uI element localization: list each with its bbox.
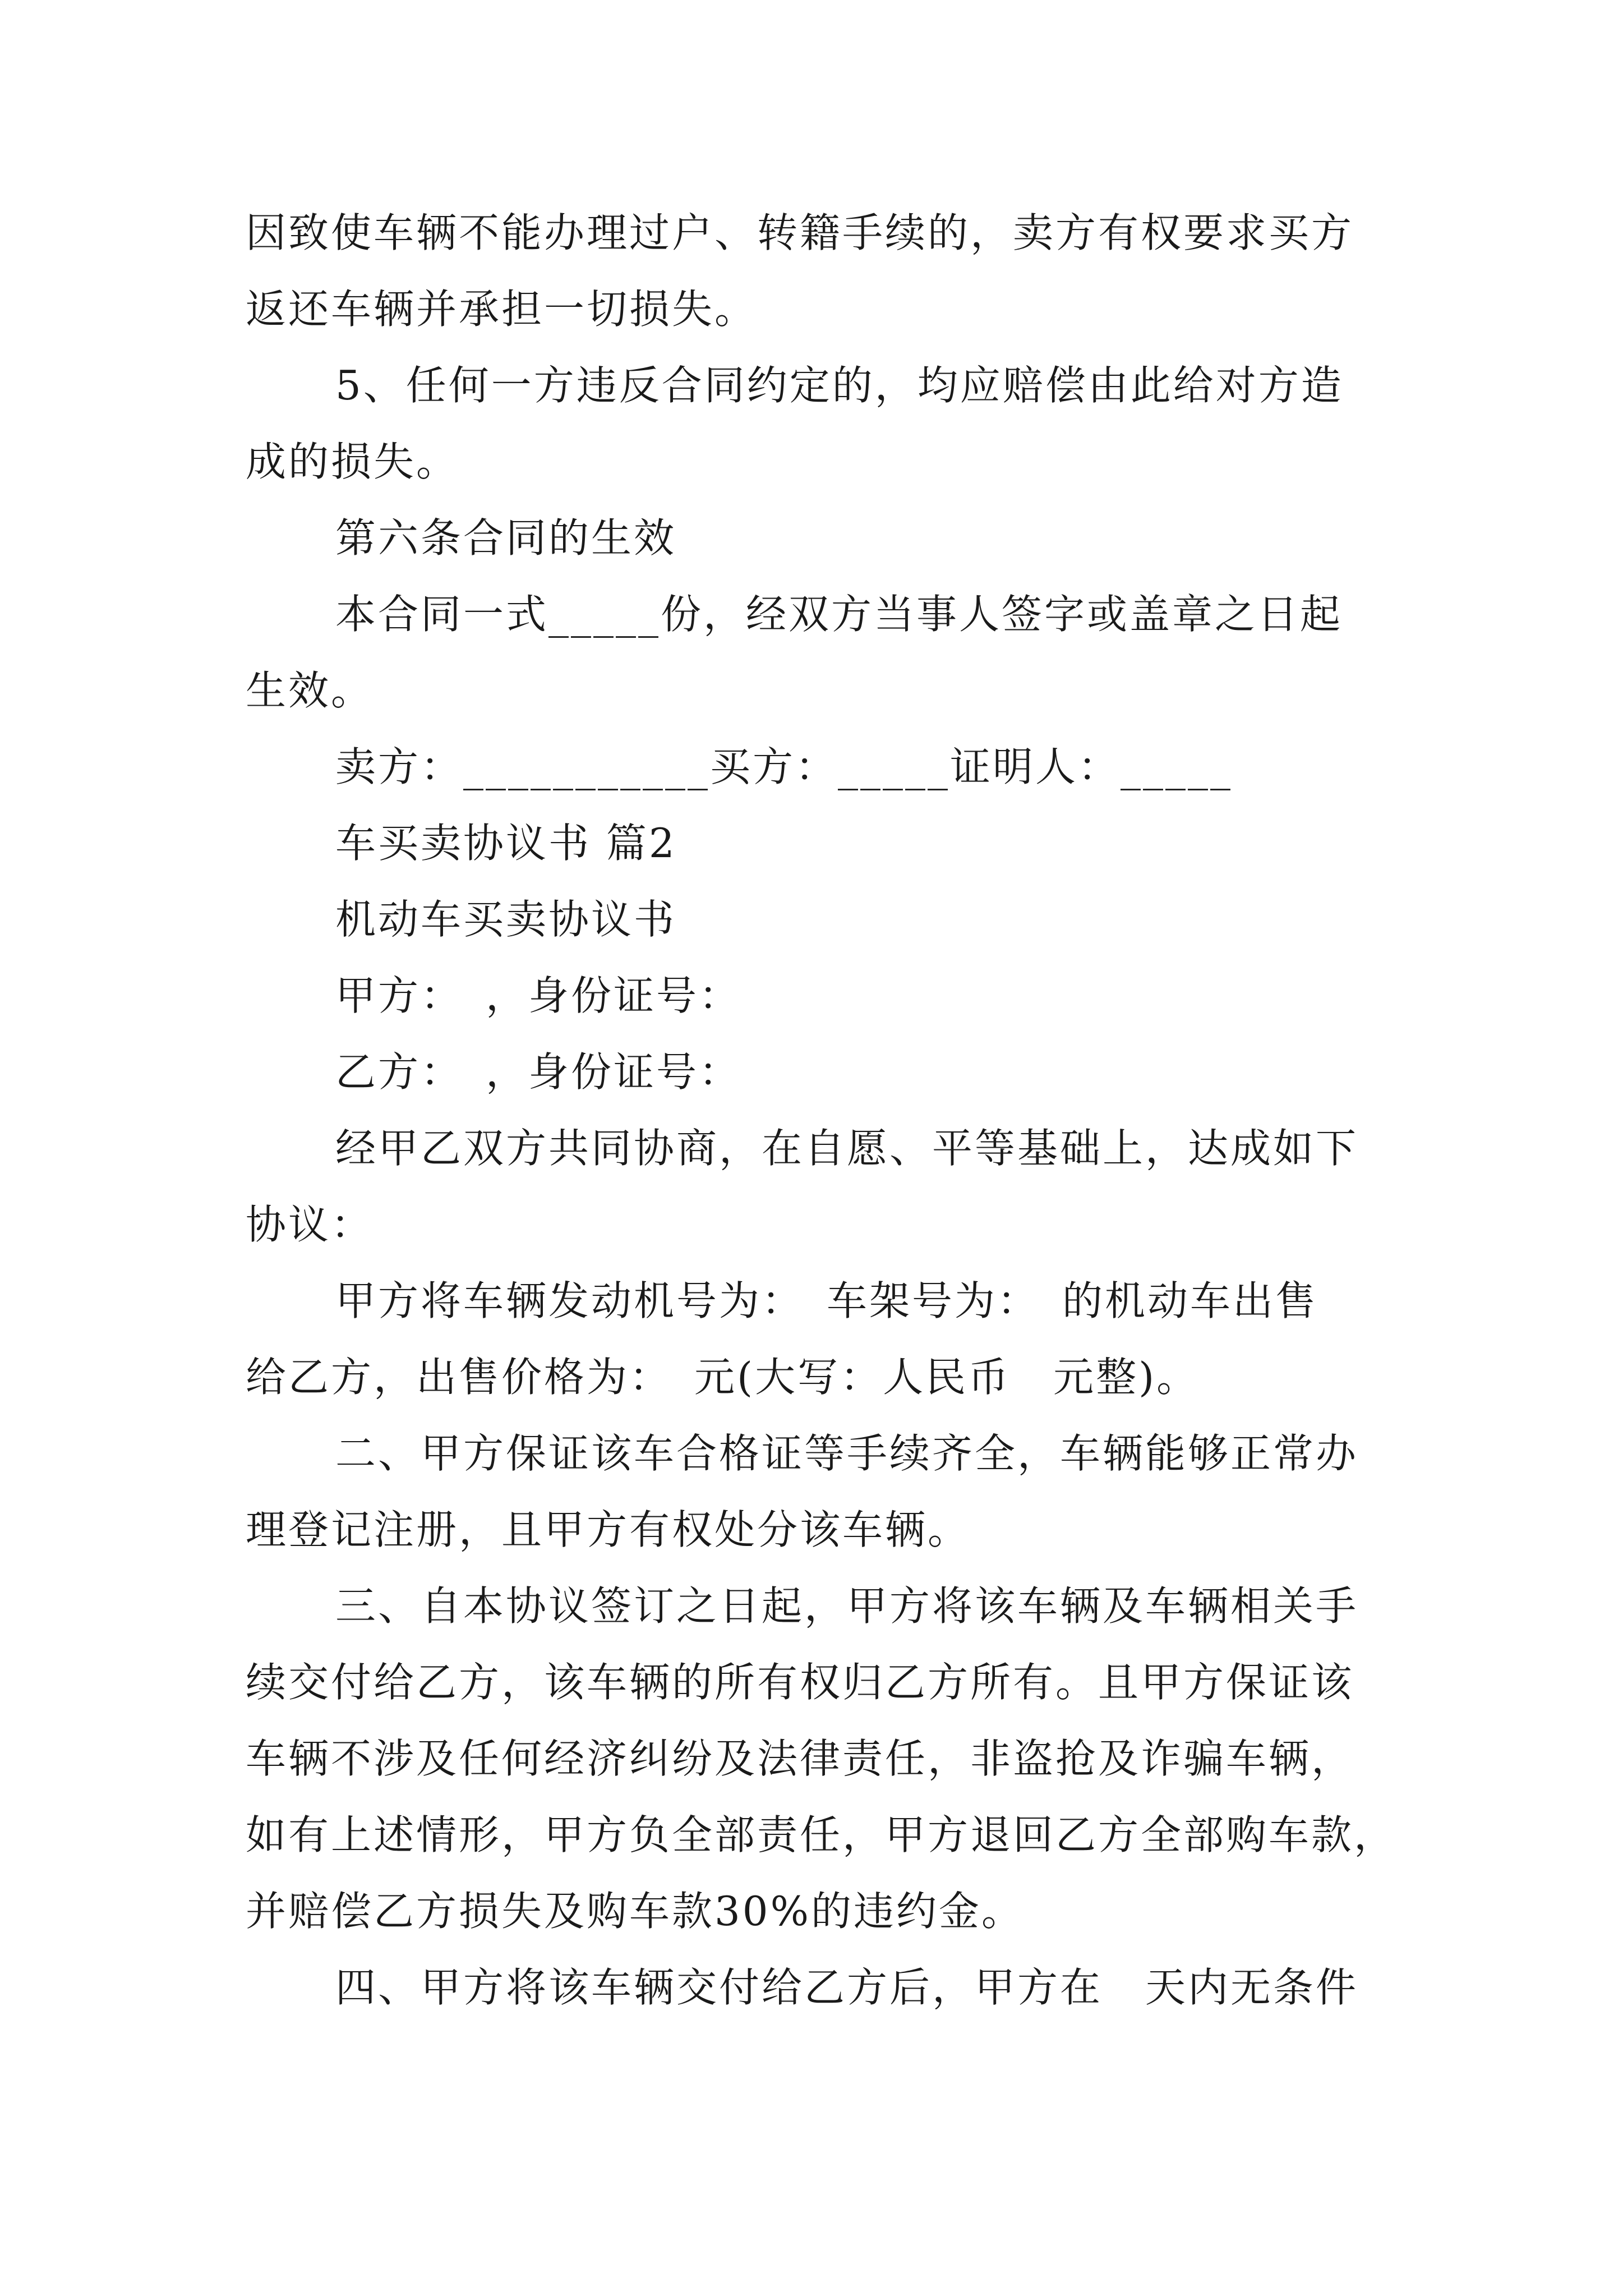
section-heading: 第六条合同的生效 bbox=[335, 514, 677, 562]
party-a-line: 甲方： ，身份证号： bbox=[335, 972, 742, 1019]
text-line: 5、任何一方违反合同约定的，均应赔偿由此给对方造 bbox=[335, 362, 1344, 409]
text-line: 四、甲方将该车辆交付给乙方后，甲方在 天内无条件 bbox=[335, 1964, 1359, 2011]
document-heading: 车买卖协议书 篇2 bbox=[335, 820, 677, 867]
signature-line: 卖方：___________买方：_____证明人：_____ bbox=[335, 743, 1233, 790]
text-line: 车辆不涉及任何经济纠纷及法律责任，非盗抢及诈骗车辆， bbox=[246, 1735, 1354, 1782]
text-line: 如有上述情形，甲方负全部责任，甲方退回乙方全部购车款， bbox=[246, 1811, 1397, 1858]
text-line: 甲方将车辆发动机号为： 车架号为： 的机动车出售 bbox=[335, 1277, 1318, 1324]
text-line: 本合同一式_____份，经双方当事人签字或盖章之日起 bbox=[335, 591, 1343, 638]
text-line: 成的损失。 bbox=[246, 438, 459, 485]
text-line: 二、甲方保证该车合格证等手续齐全，车辆能够正常办 bbox=[335, 1430, 1359, 1477]
text-line: 三、自本协议签订之日起，甲方将该车辆及车辆相关手 bbox=[335, 1582, 1359, 1630]
party-b-line: 乙方： ，身份证号： bbox=[335, 1048, 742, 1096]
text-line: 续交付给乙方，该车辆的所有权归乙方所有。且甲方保证该 bbox=[246, 1659, 1354, 1706]
text-line: 因致使车辆不能办理过户、转籍手续的，卖方有权要求买方 bbox=[246, 209, 1354, 256]
text-line: 经甲乙双方共同协商，在自愿、平等基础上，达成如下 bbox=[335, 1125, 1359, 1172]
document-title: 机动车买卖协议书 bbox=[335, 896, 677, 943]
text-line: 给乙方，出售价格为： 元(大写：人民币 元整)。 bbox=[246, 1354, 1200, 1401]
text-line: 协议： bbox=[246, 1201, 374, 1248]
text-line: 并赔偿乙方损失及购车款30%的违约金。 bbox=[246, 1888, 1025, 1935]
text-line: 返还车辆并承担一切损失。 bbox=[246, 286, 758, 333]
text-line: 理登记注册，且甲方有权处分该车辆。 bbox=[246, 1506, 971, 1553]
text-line: 生效。 bbox=[246, 667, 374, 714]
